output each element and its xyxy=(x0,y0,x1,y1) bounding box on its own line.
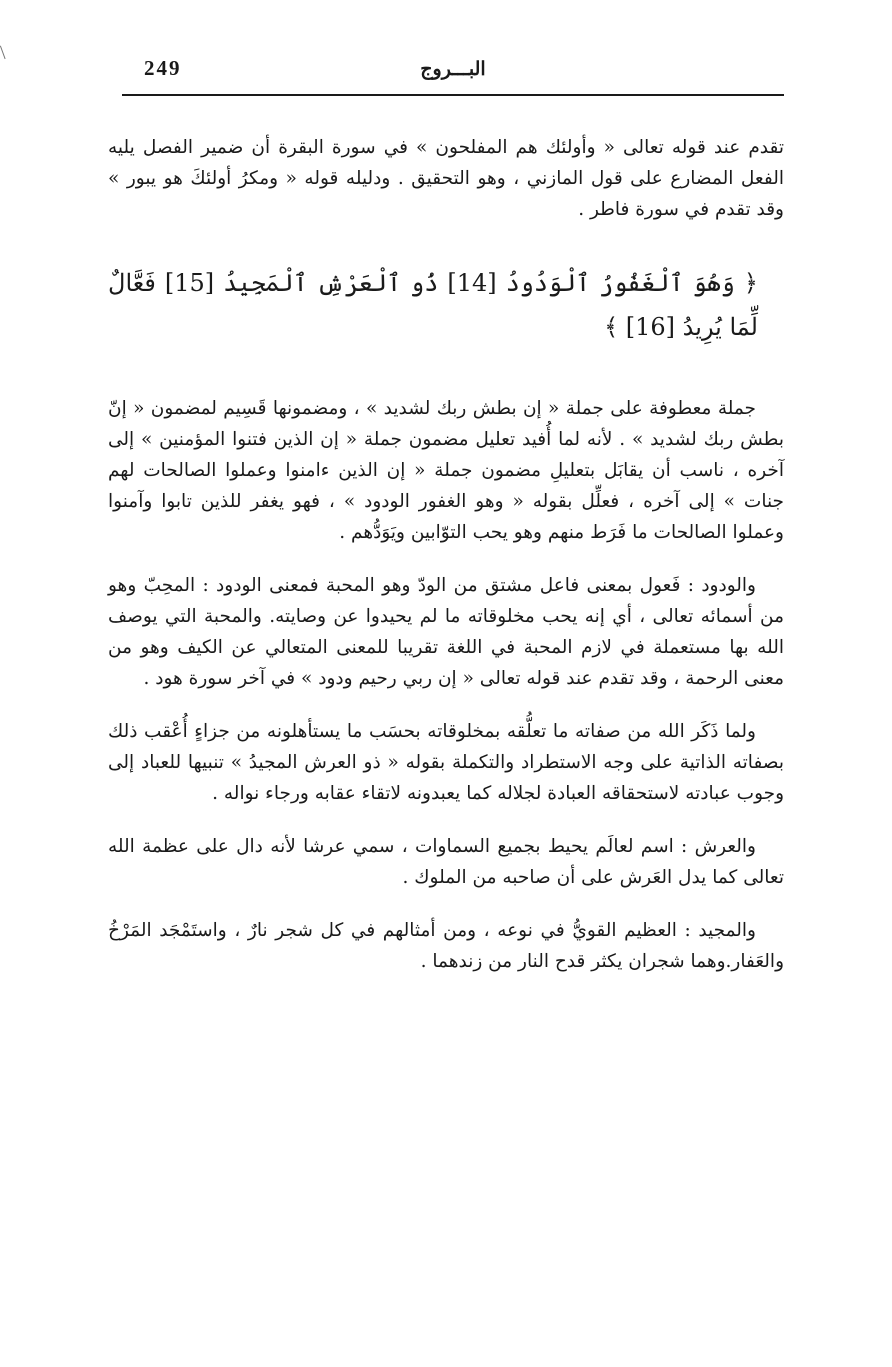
paragraph-al-wadud: والودود : فَعول بمعنى فاعل مشتق من الودّ وهو المحبة فمعنى الودود : المحِبّ وهو من أسمائه تعالى ، أي إنه يحب مخلوقاته ما لم يحيدوا عن وصايته. والمحبة التي يوصف الله بها مستعملة في لازم المحبة في اللغة تقريبا للمعنى المتعالي عن الكيف وهو من معنى الرحمة ، وقد تقدم عند قوله تعالى « إن ربي رحيم ودود » في آخر سورة هود . xyxy=(108,575,784,689)
page-number: 249 xyxy=(144,56,182,80)
scan-mark xyxy=(0,43,13,59)
paragraph-commentary: جملة معطوفة على جملة « إن بطش ربك لشديد » ، ومضمونها قَسِيم لمضمون « إنّ بطش ربك لشديد » . لأنه لما أُفيد تعليل مضمون جملة « إن الذين فتنوا المؤمنين » إلى آخره ، ناسب أن يقابَل بتعليلِ مضمون جملة « إن الذين ءامنوا وعملوا الصالحات لهم جنات » إلى آخره ، فعلِّل بقوله « وهو الغفور الودود » ، فهو يغفر للذين تابوا وآمنوا وعملوا الصالحات ما فَرَط منهم وهو يحب التوّابين ويَوَدُّهم . xyxy=(108,398,784,543)
header-rule xyxy=(122,94,784,96)
paragraph-al-majid: والمجيد : العظيم القويُّ في نوعه ، ومن أمثالهم في كل شجر نارٌ ، واستَمْجَد المَرْخُ والعَفار.وهما شجران يكثر قدح النار من زندهما . xyxy=(108,920,784,972)
running-title: البـــروج xyxy=(420,58,486,80)
page-header xyxy=(122,52,784,92)
paragraph-attributes: ولما ذَكَر الله من صفاته ما تعلُّقه بمخلوقاته بحسَب ما يستأهلونه من جزاءٍ أُعْقب ذلك بصفاته الذاتية على وجه الاستطراد والتكملة بقوله « ذو العرش المجيدُ » تنبيها للعباد إلى وجوب عبادته لاستحقاقه العبادة لجلاله كما يعبدونه لاتقاء عقابه ورجاء نواله . xyxy=(108,721,784,804)
quran-verse: ﴿ وَهُوَ ٱلْغَفُورُ ٱلْوَدُودُ [14] ذُو ٱلْعَرْشِ ٱلْمَجِيدُ [15] فَعَّالٌ لِّمَا يُرِيدُ [16] ﴾ xyxy=(108,269,758,341)
body-text xyxy=(108,132,784,999)
paragraph-intro: تقدم عند قوله تعالى « وأولئك هم المفلحون » في سورة البقرة أن ضمير الفصل يليه الفعل المضارع على قول المازني ، وهو التحقيق . ودليله قوله « ومكرُ أولئكَ هو يبور » وقد تقدم في سورة فاطر . xyxy=(108,137,784,220)
paragraph-al-arsh: والعرش : اسم لعالَم يحيط بجميع السماوات ، سمي عرشا لأنه دال على عظمة الله تعالى كما يدل العَرش على أن صاحبه من الملوك . xyxy=(108,836,784,888)
